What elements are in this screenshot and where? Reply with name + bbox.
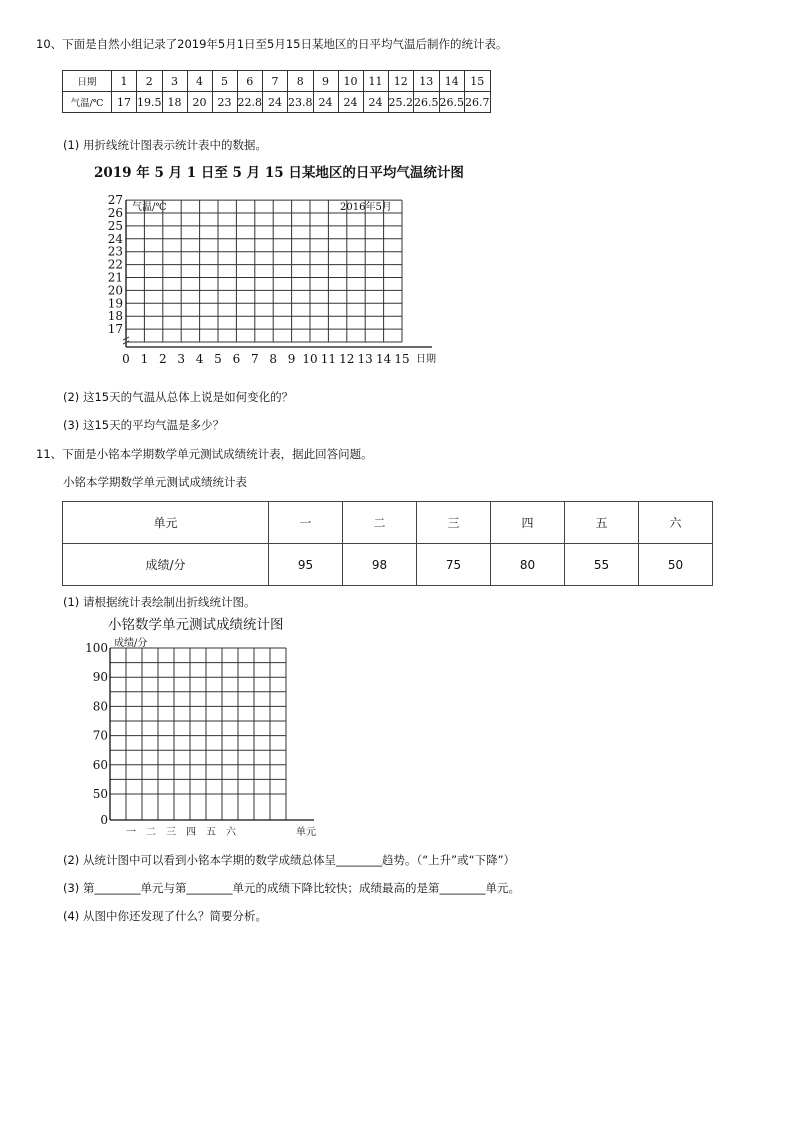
y-tick-label: 50: [92, 787, 108, 801]
x-tick-label: 10: [302, 352, 318, 366]
table-cell-date: 11: [363, 71, 388, 92]
table-cell-unit: 四: [491, 502, 565, 544]
x-tick-label: 0: [122, 352, 130, 366]
table-cell-temp: 26.7: [465, 92, 491, 113]
table-cell-temp: 24: [313, 92, 338, 113]
x-tick-label: 15: [394, 352, 410, 366]
x-axis-label: 日期: [416, 354, 436, 365]
table-header-unit: 单元: [63, 502, 269, 544]
y-tick-label: 100: [85, 641, 108, 655]
x-tick-label: 六: [226, 827, 236, 838]
table-cell-temp: 25.2: [388, 92, 414, 113]
q11-table-title: 小铭本学期数学单元测试成绩统计表: [63, 475, 247, 489]
x-tick-label: 11: [320, 352, 337, 366]
y-tick-label: 23: [107, 244, 123, 259]
q10-sub1: (1) 用折线统计图表示统计表中的数据。: [63, 138, 267, 152]
table-cell-temp: 24: [263, 92, 288, 113]
y-tick-label: 22: [107, 257, 123, 272]
table-cell-temp: 19.5: [137, 92, 163, 113]
table-cell-score: 75: [417, 544, 491, 586]
x-tick-label: 一: [126, 827, 136, 838]
table-cell-date: 6: [237, 71, 263, 92]
x-tick-label: 14: [375, 352, 392, 366]
score-table: [62, 501, 713, 586]
x-axis-label: 单元: [296, 827, 316, 838]
table-cell-date: 8: [288, 71, 314, 92]
axis-break: [123, 337, 129, 344]
x-tick-label: 9: [287, 352, 296, 366]
x-tick-label: 3: [177, 352, 186, 366]
table-cell-date: 9: [313, 71, 338, 92]
x-tick-label: 1: [140, 352, 149, 366]
q11-stem: 11、下面是小铭本学期数学单元测试成绩统计表，据此回答问题。: [36, 447, 373, 461]
table-cell-temp: 23.8: [288, 92, 314, 113]
y-tick-label: 25: [107, 218, 123, 233]
y-tick-label: 90: [92, 670, 108, 685]
table-cell-unit: 六: [639, 502, 713, 544]
table-cell-date: 10: [338, 71, 363, 92]
table-cell-score: 55: [565, 544, 639, 586]
table-cell-date: 13: [414, 71, 440, 92]
x-tick-label: 13: [357, 352, 373, 366]
table-cell-score: 95: [269, 544, 343, 586]
x-tick-label: 7: [250, 352, 259, 366]
table-cell-date: 2: [137, 71, 163, 92]
temperature-table: [62, 70, 491, 113]
table-cell-date: 14: [439, 71, 465, 92]
table-cell-temp: 18: [162, 92, 187, 113]
table-cell-date: 3: [162, 71, 187, 92]
q11-sub2: (2) 从统计图中可以看到小铭本学期的数学成绩总体呈________趋势。（“上升”或“下降”）: [63, 853, 516, 867]
table-cell-temp: 24: [338, 92, 363, 113]
x-tick-label: 12: [339, 352, 355, 366]
table-cell-unit: 一: [269, 502, 343, 544]
table-header-temp: 气温/℃: [63, 92, 112, 113]
y-tick-label: 17: [107, 322, 123, 337]
table-cell-score: 98: [343, 544, 417, 586]
y-tick-label: 60: [92, 757, 108, 772]
table-cell-temp: 26.5: [414, 92, 440, 113]
y-tick-label: 70: [92, 728, 108, 743]
chart-date-note: 2016年5月: [340, 202, 392, 214]
y-tick-label: 80: [92, 699, 108, 714]
q11-sub1: (1) 请根据统计表绘制出折线统计图。: [63, 595, 256, 609]
table-cell-date: 5: [212, 71, 237, 92]
table-cell-unit: 五: [565, 502, 639, 544]
q10-stem: 10、下面是自然小组记录了2019年5月1日至5月15日某地区的日平均气温后制作的统计表。: [36, 37, 508, 51]
x-tick-label: 五: [206, 827, 216, 838]
table-cell-date: 1: [112, 71, 137, 92]
table-cell-temp: 23: [212, 92, 237, 113]
q11-sub3: (3) 第________单元与第________单元的成绩下降比较快；成绩最高的是第________单元。: [63, 881, 520, 895]
x-tick-label: 二: [146, 827, 156, 838]
y-tick-label: 27: [107, 193, 123, 208]
q11-sub4: (4) 从图中你还发现了什么？简要分析。: [63, 909, 267, 923]
table-cell-unit: 二: [343, 502, 417, 544]
table-cell-score: 80: [491, 544, 565, 586]
x-tick-label: 6: [232, 352, 241, 366]
y-tick-label: 20: [107, 283, 123, 298]
table-cell-temp: 24: [363, 92, 388, 113]
table-cell-date: 12: [388, 71, 414, 92]
x-tick-label: 8: [269, 352, 278, 366]
table-cell-date: 4: [187, 71, 212, 92]
table-header-date: 日期: [63, 71, 112, 92]
q11-chart-title: 小铭数学单元测试成绩统计图: [108, 617, 284, 633]
y-tick-label: 18: [107, 309, 123, 324]
x-tick-label: 2: [158, 352, 167, 366]
table-cell-temp: 22.8: [237, 92, 263, 113]
table-cell-unit: 三: [417, 502, 491, 544]
y-axis-label: 成绩/分: [114, 638, 148, 649]
table-header-score: 成绩/分: [63, 544, 269, 586]
table-cell-temp: 20: [187, 92, 212, 113]
y-tick-label: 19: [107, 296, 123, 311]
q10-sub3: (3) 这15天的平均气温是多少？: [63, 418, 225, 432]
x-tick-label: 四: [186, 827, 196, 838]
table-cell-temp: 26.5: [439, 92, 465, 113]
q10-chart-title: 2019 年 5 月 1 日至 5 月 15 日某地区的日平均气温统计图: [94, 165, 464, 181]
x-tick-label: 三: [166, 827, 176, 838]
table-cell-temp: 17: [112, 92, 137, 113]
table-cell-score: 50: [639, 544, 713, 586]
x-tick-label: 5: [214, 352, 222, 366]
x-tick-label: 4: [195, 352, 204, 366]
q10-sub2: (2) 这15天的气温从总体上说是如何变化的？: [63, 390, 294, 404]
table-cell-date: 15: [465, 71, 491, 92]
y-tick-label: 0: [100, 813, 108, 827]
y-axis-label: 气温/℃: [132, 202, 167, 214]
y-tick-label: 26: [107, 206, 123, 220]
table-cell-date: 7: [263, 71, 288, 92]
y-tick-label: 21: [107, 270, 123, 285]
y-tick-label: 24: [107, 231, 123, 246]
